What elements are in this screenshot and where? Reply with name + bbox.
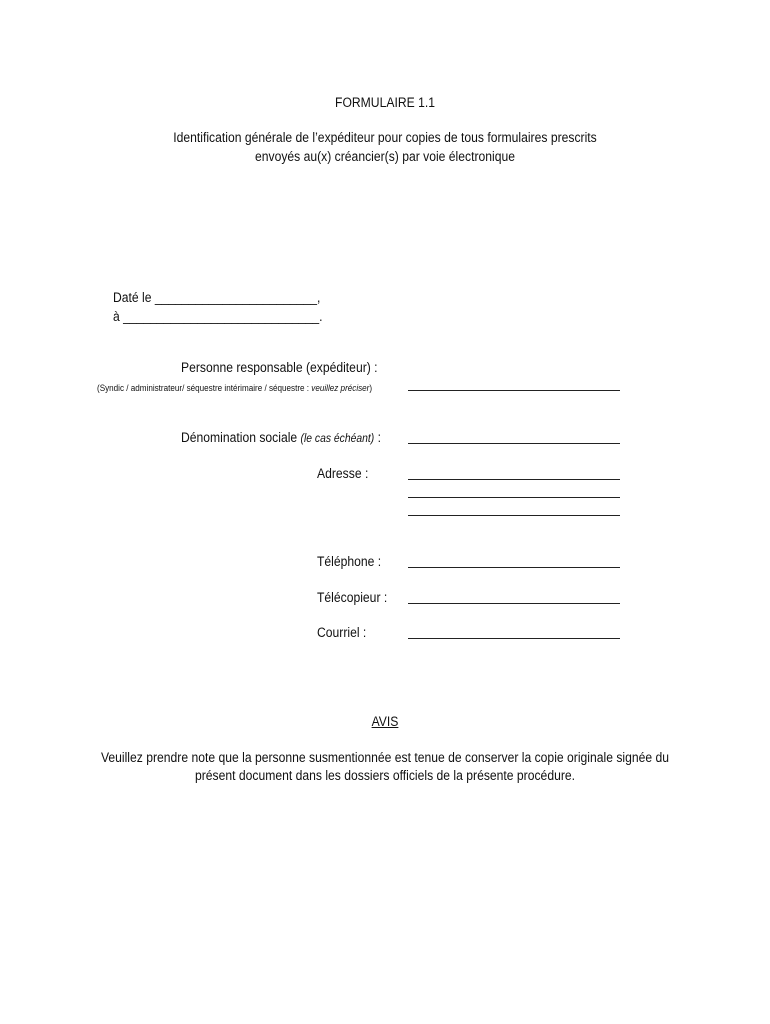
email-label: Courriel : — [317, 625, 367, 640]
address-blank-3[interactable] — [408, 515, 620, 516]
company-blank[interactable] — [408, 443, 620, 444]
phone-blank[interactable] — [408, 567, 620, 568]
notice-line2: présent document dans les dossiers officiels de la présente procédure. — [194, 768, 576, 783]
email-blank[interactable] — [408, 638, 620, 639]
fax-label: Télécopieur : — [317, 590, 388, 605]
date-line: Daté le ________________________, — [113, 290, 321, 305]
address-label: Adresse : — [317, 466, 369, 481]
form-subtitle-line1: Identification générale de l’expéditeur pour copies de tous formulaires prescrits — [173, 130, 597, 145]
company-label: Dénomination sociale (le cas échéant) : — [181, 430, 381, 445]
form-number: FORMULAIRE 1.1 — [335, 95, 435, 110]
phone-label: Téléphone : — [317, 554, 382, 569]
notice-line1: Veuillez prendre note que la personne susmentionnée est tenue de conserver la copie originale signée du — [100, 750, 670, 765]
notice-title: AVIS — [371, 714, 399, 729]
responsible-label: Personne responsable (expéditeur) : — [181, 360, 378, 375]
fax-blank[interactable] — [408, 603, 620, 604]
form-subtitle-line2: envoyés au(x) créancier(s) par voie électronique — [254, 149, 515, 164]
address-blank-2[interactable] — [408, 497, 620, 498]
responsible-blank[interactable] — [408, 390, 620, 391]
responsible-note: (Syndic / administrateur/ séquestre intérimaire / séquestre : veuillez préciser) — [97, 383, 373, 393]
address-blank-1[interactable] — [408, 479, 620, 480]
place-line: à _____________________________. — [113, 309, 323, 324]
